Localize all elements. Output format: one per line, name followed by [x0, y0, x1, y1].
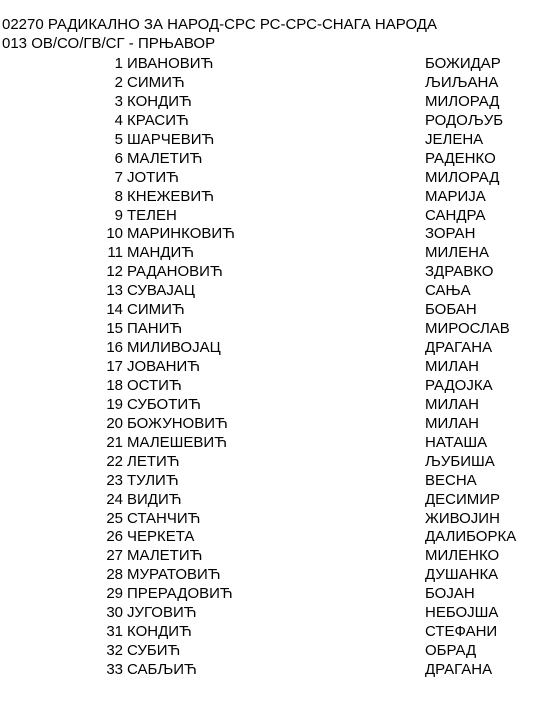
- candidate-row: [0, 338, 535, 357]
- candidate-number: 14: [106, 301, 123, 319]
- candidate-row: [0, 187, 535, 206]
- candidate-number: 5: [114, 130, 123, 148]
- candidate-number: 12: [106, 263, 123, 281]
- candidate-firstname: ДАЛИБОРКА: [425, 528, 517, 546]
- candidate-row: [0, 168, 535, 187]
- candidate-firstname: САЊА: [425, 282, 471, 300]
- candidate-number: 23: [106, 471, 123, 489]
- candidate-row: [0, 490, 535, 509]
- candidate-number: 10: [106, 225, 123, 243]
- candidate-number: 3: [114, 92, 123, 110]
- candidate-number: 32: [106, 642, 123, 660]
- candidate-firstname: ДЕСИМИР: [425, 490, 501, 508]
- candidate-number: 2: [114, 73, 123, 91]
- candidate-surname: СИМИЋ: [127, 301, 185, 319]
- candidate-surname: МАЛЕШЕВИЋ: [127, 433, 228, 451]
- candidate-row: [0, 92, 535, 111]
- candidate-surname: САБЉИЋ: [127, 661, 197, 678]
- candidate-firstname: ОБРАД: [425, 642, 477, 660]
- candidate-row: [0, 357, 535, 376]
- candidate-row: [0, 584, 535, 603]
- candidate-number: 17: [106, 358, 123, 375]
- candidate-row: [0, 319, 535, 338]
- candidate-firstname: МИРОСЛАВ: [425, 320, 510, 338]
- candidate-number: 22: [106, 452, 123, 470]
- candidate-row: [0, 527, 535, 546]
- candidate-number: 4: [114, 111, 123, 129]
- candidate-firstname: РАДЕНКО: [425, 149, 496, 167]
- candidate-row: [0, 130, 535, 149]
- candidate-number: 33: [106, 661, 123, 678]
- candidate-surname: КОНДИЋ: [127, 623, 192, 641]
- candidate-firstname: РОДОЉУБ: [425, 111, 504, 129]
- candidate-firstname: МИЛЕНКО: [425, 547, 500, 565]
- candidate-firstname: ЈЕЛЕНА: [425, 130, 484, 148]
- candidate-number: 26: [106, 528, 123, 546]
- candidate-row: [0, 452, 535, 471]
- candidate-surname: ПАНИЋ: [127, 320, 183, 338]
- candidate-number: 11: [107, 244, 123, 262]
- candidate-number: 27: [106, 547, 123, 565]
- candidate-surname: ВИДИЋ: [127, 490, 182, 508]
- list-header-party: 02270 РАДИКАЛНО ЗА НАРОД-СРС РС-СРС-СНАГА НАРОДА: [2, 16, 437, 33]
- candidate-row: [0, 281, 535, 300]
- candidate-number: 6: [114, 149, 123, 167]
- candidate-surname: МАЛЕТИЋ: [127, 149, 203, 167]
- candidate-row: [0, 111, 535, 130]
- candidate-row: [0, 206, 535, 225]
- candidate-surname: СТАНЧИЋ: [127, 509, 201, 527]
- candidate-firstname: МИЛОРАД: [425, 92, 500, 110]
- candidate-firstname: ЗДРАВКО: [425, 263, 494, 281]
- candidate-row: [0, 224, 535, 243]
- candidate-number: 13: [106, 282, 123, 300]
- candidate-number: 20: [106, 414, 123, 432]
- candidate-row: [0, 262, 535, 281]
- candidate-surname: ОСТИЋ: [127, 376, 182, 394]
- candidate-row: [0, 300, 535, 319]
- candidate-number: 29: [106, 585, 123, 603]
- candidate-surname: СУБОТИЋ: [127, 395, 201, 413]
- candidate-row: [0, 622, 535, 641]
- candidate-surname: МАНДИЋ: [127, 244, 195, 262]
- candidate-firstname: ЉУБИША: [425, 452, 495, 470]
- candidate-row: [0, 433, 535, 452]
- candidate-surname: БОЖУНОВИЋ: [127, 414, 228, 432]
- candidate-surname: ШАРЧЕВИЋ: [127, 130, 215, 148]
- candidate-firstname: ДУШАНКА: [425, 566, 499, 584]
- candidate-firstname: ЗОРАН: [425, 225, 476, 243]
- candidate-firstname: МИЛАН: [425, 414, 479, 432]
- candidate-firstname: ДРАГАНА: [425, 661, 493, 678]
- candidate-list: [0, 54, 535, 679]
- candidate-row: [0, 509, 535, 528]
- candidate-surname: МИЛИВОЈАЦ: [127, 339, 221, 357]
- candidate-number: 28: [106, 566, 123, 584]
- candidate-firstname: БОЖИДАР: [425, 55, 501, 72]
- candidate-number: 30: [106, 604, 123, 622]
- candidate-surname: ТУЛИЋ: [127, 471, 179, 489]
- candidate-row: [0, 414, 535, 433]
- candidate-surname: КРАСИЋ: [127, 111, 189, 129]
- candidate-row: [0, 641, 535, 660]
- candidate-surname: МАЛЕТИЋ: [127, 547, 203, 565]
- candidate-number: 16: [106, 339, 123, 357]
- candidate-firstname: ЖИВОЈИН: [425, 509, 500, 527]
- candidate-firstname: САНДРА: [425, 206, 486, 224]
- candidate-number: 24: [106, 490, 123, 508]
- candidate-row: [0, 149, 535, 168]
- candidate-surname: СУВАЈАЦ: [127, 282, 195, 300]
- candidate-surname: ЈУГОВИЋ: [127, 604, 197, 622]
- candidate-row: [0, 565, 535, 584]
- candidate-surname: ЈОТИЋ: [127, 168, 179, 186]
- list-header-constituency: 013 ОВ/СО/ГВ/СГ - ПРЊАВОР: [2, 35, 216, 52]
- candidate-firstname: РАДОЈКА: [425, 376, 493, 394]
- candidate-number: 15: [106, 320, 123, 338]
- candidate-surname: СИМИЋ: [127, 73, 185, 91]
- candidate-firstname: МИЛАН: [425, 358, 479, 375]
- candidate-surname: ЈОВАНИЋ: [127, 358, 201, 375]
- candidate-firstname: МИЛАН: [425, 395, 479, 413]
- candidate-row: [0, 660, 535, 679]
- candidate-number: 31: [106, 623, 123, 641]
- candidate-surname: ИВАНОВИЋ: [127, 55, 214, 72]
- candidate-surname: СУБИЋ: [127, 642, 181, 660]
- candidate-firstname: НАТАША: [425, 433, 488, 451]
- candidate-number: 21: [106, 433, 123, 451]
- candidate-firstname: НЕБОЈША: [425, 604, 499, 622]
- candidate-number: 1: [114, 55, 123, 72]
- candidate-surname: КНЕЖЕВИЋ: [127, 187, 215, 205]
- candidate-firstname: БОБАН: [425, 301, 477, 319]
- candidate-number: 7: [114, 168, 123, 186]
- candidate-surname: ЧЕРКЕТА: [127, 528, 195, 546]
- candidate-firstname: ДРАГАНА: [425, 339, 493, 357]
- candidate-surname: РАДАНОВИЋ: [127, 263, 223, 281]
- candidate-row: [0, 73, 535, 92]
- candidate-firstname: МИЛОРАД: [425, 168, 500, 186]
- candidate-row: [0, 546, 535, 565]
- candidate-surname: КОНДИЋ: [127, 92, 192, 110]
- candidate-firstname: ЉИЉАНА: [425, 73, 499, 91]
- candidate-row: [0, 243, 535, 262]
- candidate-surname: МУРАТОВИЋ: [127, 566, 221, 584]
- candidate-surname: ПРЕРАДОВИЋ: [127, 585, 233, 603]
- candidate-row: [0, 603, 535, 622]
- candidate-surname: ЛЕТИЋ: [127, 452, 180, 470]
- candidate-row: [0, 395, 535, 414]
- candidate-firstname: МИЛЕНА: [425, 244, 489, 262]
- candidate-firstname: БОЈАН: [425, 585, 475, 603]
- candidate-surname: МАРИНКОВИЋ: [127, 225, 235, 243]
- candidate-row: [0, 376, 535, 395]
- candidate-number: 25: [106, 509, 123, 527]
- candidate-firstname: СТЕФАНИ: [425, 623, 498, 641]
- candidate-firstname: МАРИЈА: [425, 187, 486, 205]
- candidate-surname: ТЕЛЕН: [127, 206, 177, 224]
- candidate-row: [0, 471, 535, 490]
- candidate-row: [0, 54, 535, 73]
- candidate-number: 9: [114, 206, 123, 224]
- candidate-firstname: ВЕСНА: [425, 471, 477, 489]
- candidate-number: 19: [106, 395, 123, 413]
- candidate-number: 18: [106, 376, 123, 394]
- candidate-number: 8: [114, 187, 123, 205]
